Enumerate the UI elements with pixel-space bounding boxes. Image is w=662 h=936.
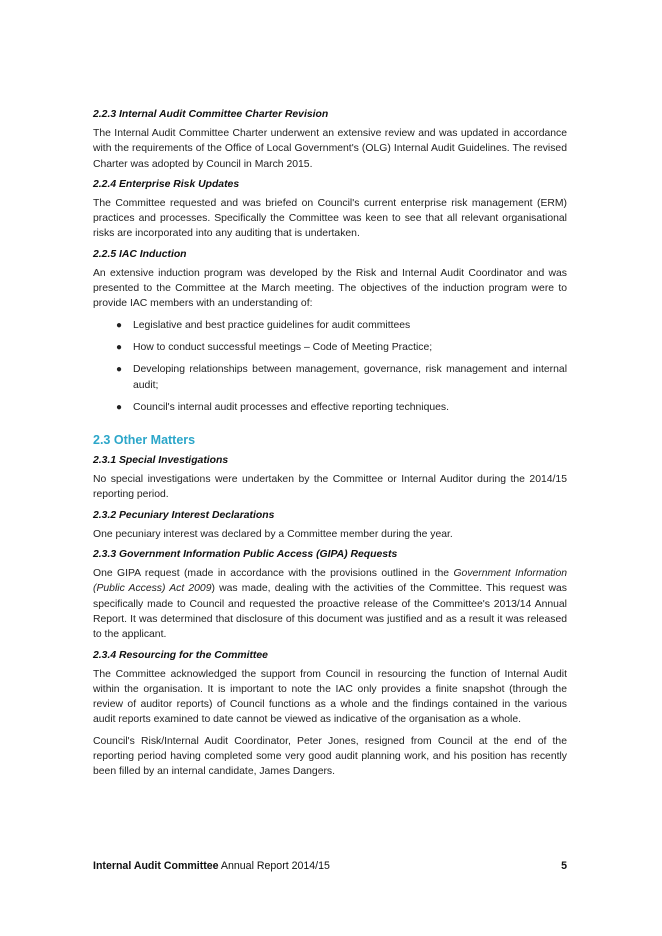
paragraph-2-3-3	[93, 566, 567, 642]
list-item	[93, 362, 567, 393]
paragraph-2-3-4-b: Council's Risk/Internal Audit Coordinator, Peter Jones, resigned from Council at the end of the reporting period having completed some very good audit planning work, and his position has recently been filled by an internal candidate, James Dangers.	[93, 735, 567, 778]
list-item-text: How to conduct successful meetings – Code of Meeting Practice;	[133, 341, 433, 353]
list-item-text: Legislative and best practice guidelines for audit committees	[133, 319, 411, 331]
paragraph-2-3-3-pre: One GIPA request (made in accordance with the provisions outlined in the	[93, 568, 454, 580]
paragraph-2-3-3-post: ) was made, dealing with the activities of the Committee. This request was specifically made to Council and requested the proactive release of the Committee's 2013/14 Annual Report. It was determined that disclosure of this document was justified and as a result it was released to the applicant.	[93, 583, 568, 641]
heading-2-3-3: 2.3.3 Government Information Public Access (GIPA) Requests	[93, 549, 398, 561]
heading-2-3-2: 2.3.2 Pecuniary Interest Declarations	[93, 509, 275, 521]
paragraph-2-2-3: The Internal Audit Committee Charter underwent an extensive review and was updated in accordance with the requirements of the Office of Local Government's (OLG) Internal Audit Guidelines. The revised Charter was adopted by Council in March 2015.	[93, 128, 567, 170]
heading-2-2-4: 2.2.4 Enterprise Risk Updates	[93, 178, 240, 190]
induction-bullet-list	[93, 318, 567, 415]
heading-2-2-3: 2.2.3 Internal Audit Committee Charter Revision	[93, 109, 329, 120]
paragraph-2-2-5: An extensive induction program was developed by the Risk and Internal Audit Coordinator and was presented to the Committee at the March meeting. The objectives of the induction program were to provide IAC members with an understanding of:	[93, 267, 567, 310]
bullet-icon: ●	[116, 401, 123, 413]
page-footer	[93, 860, 567, 872]
bullet-icon: ●	[116, 364, 123, 376]
list-item	[93, 400, 567, 415]
paragraph-2-3-1: No special investigations were undertaken by the Committee or Internal Auditor during the 2014/15 reporting period.	[93, 474, 567, 501]
heading-2-3: 2.3 Other Matters	[93, 433, 196, 448]
paragraph-2-3-4-a: The Committee acknowledged the support from Council in resourcing the function of Internal Audit within the organisation. It is important to note the IAC only provides a finite snapshot (through the review of auditor reports) of Council functions as a whole and the findings contained in the various audit reports examined to date cannot be viewed as indicative of the organisation as a whole.	[93, 668, 567, 726]
list-item	[93, 318, 567, 333]
list-item	[93, 340, 567, 355]
paragraph-2-3-2: One pecuniary interest was declared by a Committee member during the year.	[93, 528, 453, 540]
heading-2-3-1: 2.3.1 Special Investigations	[93, 455, 229, 467]
bullet-icon: ●	[116, 341, 123, 353]
heading-2-2-5: 2.2.5 IAC Induction	[93, 248, 187, 260]
paragraph-2-2-4: The Committee requested and was briefed on Council's current enterprise risk management (ERM) practices and processes. Specifically the Committee was keen to see that all relevant organisational risks are incorporated into any auditing that is undertaken.	[93, 197, 567, 240]
page-number: 5	[561, 860, 567, 872]
act-title: Government Information (Public Access) Act 2009	[93, 568, 568, 595]
footer-title-bold: Internal Audit Committee	[93, 860, 219, 872]
list-item-text: Council's internal audit processes and effective reporting techniques.	[133, 401, 450, 413]
footer-title-rest: Annual Report 2014/15	[218, 860, 330, 872]
heading-2-3-4: 2.3.4 Resourcing for the Committee	[93, 649, 268, 661]
list-item-text: Developing relationships between management, governance, risk management and internal audit;	[133, 364, 567, 391]
bullet-icon: ●	[116, 319, 123, 331]
page-content	[93, 108, 567, 786]
